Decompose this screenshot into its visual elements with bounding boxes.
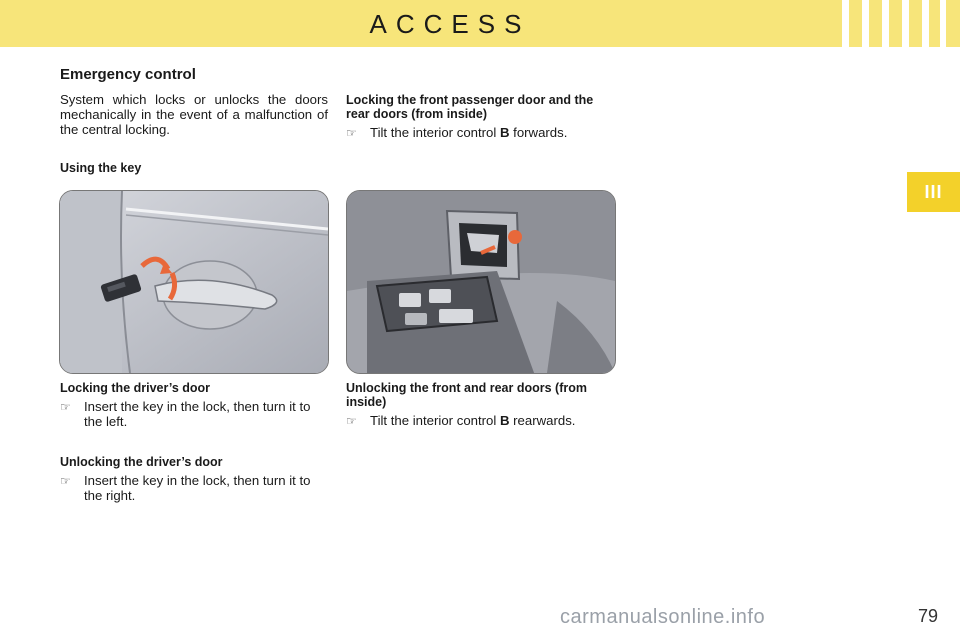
header-stripe	[922, 0, 929, 47]
control-b-label: B	[499, 125, 510, 140]
lock-inside-title: Locking the front passenger door and the rear doors (from inside)	[346, 93, 594, 121]
control-b-label: B	[499, 413, 510, 428]
locking-driver-text: Insert the key in the lock, then turn it to the left.	[84, 399, 311, 429]
lock-inside-bullet	[346, 125, 616, 141]
watermark: carmanualsonline.info	[560, 606, 766, 628]
page-number: 79	[917, 606, 938, 626]
header-stripe	[902, 0, 909, 47]
page-title: ACCESS	[369, 9, 531, 39]
unlock-inside-block	[346, 381, 616, 429]
lock-inside-block	[346, 93, 616, 141]
unlocking-driver-text: Insert the key in the lock, then turn it to the right.	[84, 473, 311, 503]
lock-inside-direction: forwards.	[509, 125, 568, 140]
unlock-inside-text: Tilt the interior control	[370, 413, 500, 428]
pointing-hand-icon: ☞	[346, 126, 357, 140]
locking-driver-title: Locking the driver’s door	[60, 381, 211, 395]
driver-door-drawing	[60, 191, 328, 373]
lock-inside-text: Tilt the interior control	[370, 125, 500, 140]
unlocking-driver-block	[60, 455, 330, 503]
interior-control-illustration	[346, 190, 616, 374]
header-stripe	[940, 0, 946, 47]
chapter-tab[interactable]: III	[907, 172, 960, 212]
unlocking-driver-bullet	[60, 473, 330, 503]
unlock-inside-title: Unlocking the front and rear doors (from inside)	[346, 381, 587, 409]
locking-driver-bullet	[60, 399, 330, 429]
driver-door-key-illustration	[59, 190, 329, 374]
pointing-hand-icon: ☞	[346, 414, 357, 428]
unlocking-driver-title: Unlocking the driver’s door	[60, 455, 223, 469]
interior-door-drawing	[347, 191, 615, 373]
unlock-inside-bullet	[346, 413, 616, 429]
intro-text: System which locks or unlocks the doors mechanically in the event of a malfunction of the central locking.	[60, 92, 328, 137]
section-title: Emergency control	[60, 66, 196, 83]
pointing-hand-icon: ☞	[60, 400, 71, 414]
pointing-hand-icon: ☞	[60, 474, 71, 488]
locking-driver-block	[60, 381, 330, 429]
unlock-inside-direction: rearwards.	[509, 413, 576, 428]
using-key-heading: Using the key	[60, 161, 142, 175]
